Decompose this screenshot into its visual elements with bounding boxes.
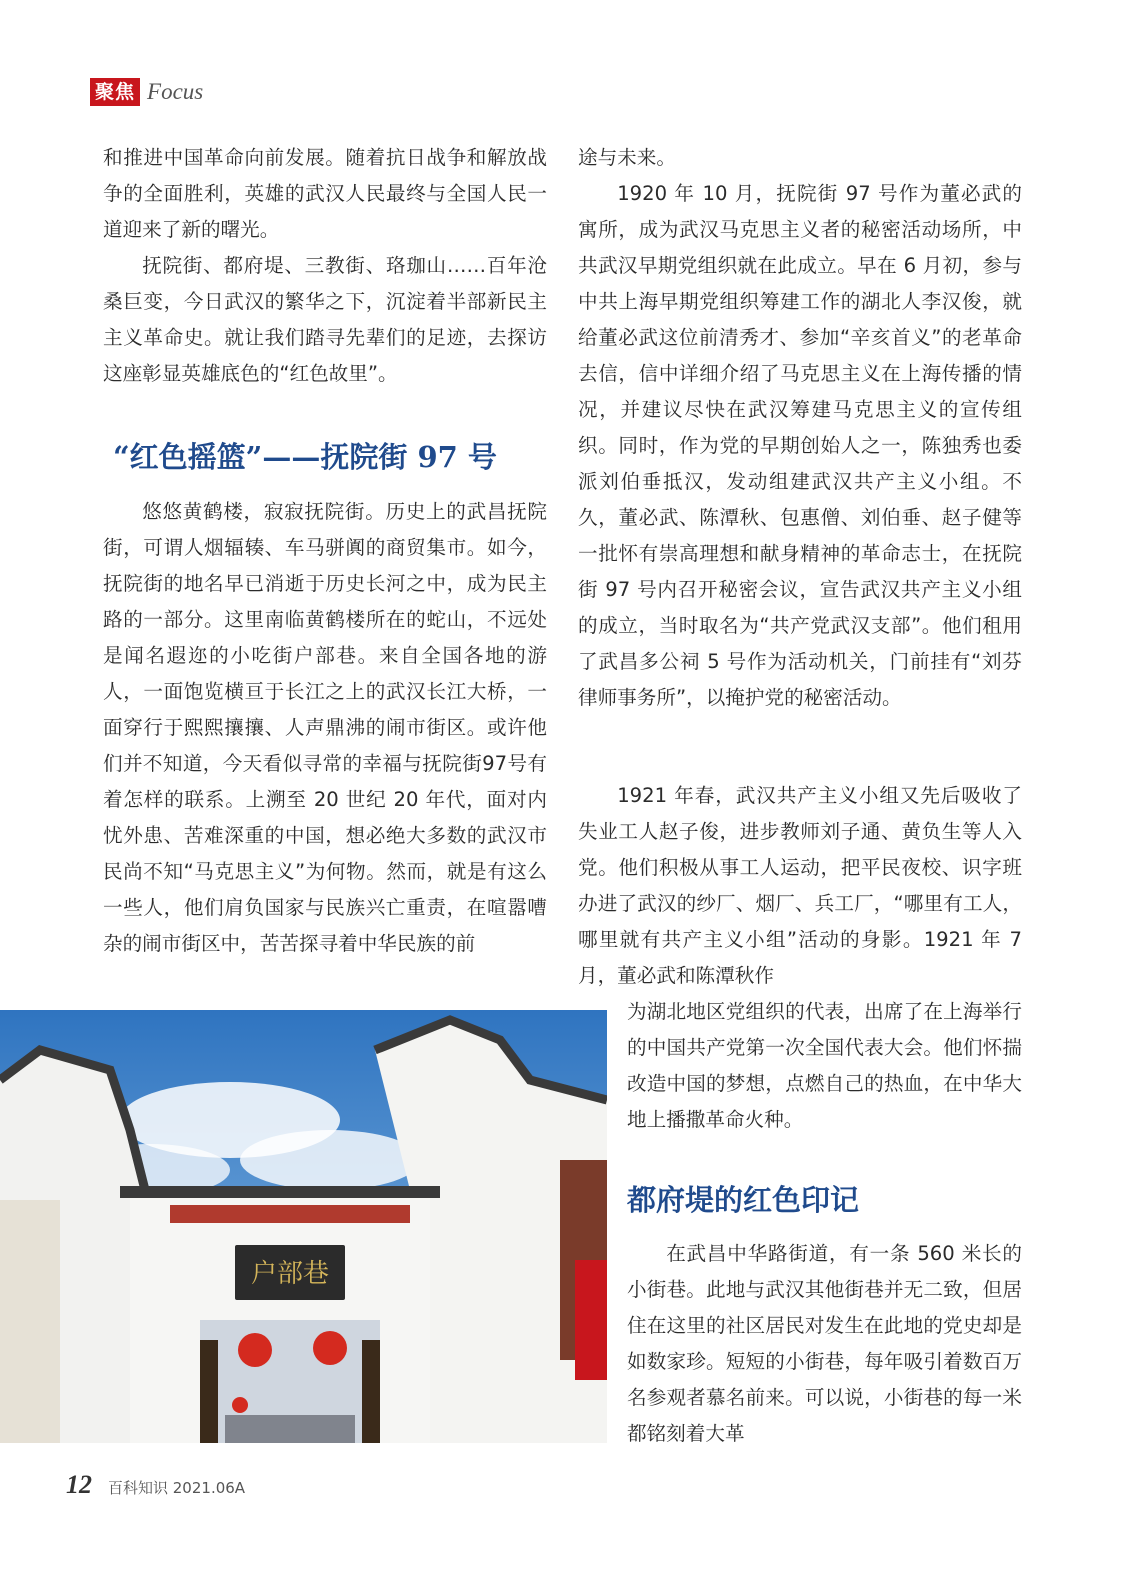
right-shop-sign bbox=[575, 1260, 607, 1380]
section-heading-dufudi: 都府堤的红色印记 bbox=[627, 1183, 860, 1217]
red-lantern-small bbox=[232, 1397, 248, 1413]
paragraph-intro-places: 抚院街、都府堤、三教街、珞珈山……百年沧桑巨变，今日武汉的繁华之下，沉淀着半部新民主主义革命史。就让我们踏寻先辈们的足迹，去探访这座彰显英雄底色的“红色故里”。 bbox=[103, 254, 547, 385]
couplet-right bbox=[362, 1340, 380, 1443]
paragraph-1920: 1920 年 10 月，抚院街 97 号作为董必武的寓所，成为武汉马克思主义者的秘密活动场所，中共武汉早期党组织就在此成立。早在 6 月初，参与中共上海早期党组织筹建工作的湖北人李汉俊，就给董必武这位前清秀才、参加“辛亥首义”的老革命去信，信中详细介绍了马克思主义在上海传播的情况，并建议尽快在武汉筹建马克思主义的宣传组织。同时，作为党的早期创始人之一，陈独秀也委派刘伯垂抵汉，发动组建武汉共产主义小组。不久，董必武、陈潭秋、包惠僧、刘伯垂、赵子健等一批怀有崇高理想和献身精神的革命志士，在抚院街 97 号内召开秘密会议，宣告武汉共产主义小组的成立，当时取名为“共产党武汉支部”。他们租用了武昌多公祠 5 号作为活动机关，门前挂有“刘芬律师事务所”，以掩护党的秘密活动。 bbox=[578, 182, 1022, 709]
red-lantern-right bbox=[313, 1331, 347, 1365]
section-header bbox=[90, 78, 203, 106]
paragraph-1921-wrap: 为湖北地区党组织的代表，出席了在上海举行的中国共产党第一次全国代表大会。他们怀揣改造中国的梦想，点燃自己的热血，在中华大地上播撒革命火种。 bbox=[627, 1000, 1022, 1131]
section-tag: 聚焦 bbox=[90, 78, 140, 106]
page-footer bbox=[66, 1470, 245, 1500]
hubu-alley-photo bbox=[0, 1010, 607, 1443]
paragraph-dufudi: 在武昌中华路街道，有一条 560 米长的小街巷。此地与武汉其他街巷并无二致，但居住在这里的社区居民对发生在此地的党史却是如数家珍。短短的小街巷，每年吸引着数百万名参观者慕名前来。可以说，小街巷的每一米都铭刻着大革 bbox=[627, 1242, 1022, 1445]
paragraph-fuyuanjie-history: 悠悠黄鹤楼，寂寂抚院街。历史上的武昌抚院街，可谓人烟辐辏、车马骈阗的商贸集市。如今，抚院街的地名早已消逝于历史长河之中，成为民主路的一部分。这里南临黄鹤楼所在的蛇山，不远处是闻名遐迩的小吃街户部巷。来自全国各地的游人，一面饱览横亘于长江之上的武汉长江大桥，一面穿行于熙熙攘攘、人声鼎沸的闹市街区。或许他们并不知道，今天看似寻常的幸福与抚院街97号有着怎样的联系。上溯至 20 世纪 20 年代，面对内忧外患、苦难深重的中国，想必绝大多数的武汉市民尚不知“马克思主义”为何物。然而，就是有这么一些人，他们肩负国家与民族兴亡重责，在喧嚣嘈杂的闹市街区中，苦苦探寻着中华民族的前 bbox=[103, 500, 547, 955]
plaque-text: 户部巷 bbox=[250, 1259, 330, 1289]
section-english-label: Focus bbox=[147, 79, 204, 104]
cloud bbox=[240, 1130, 420, 1190]
paragraph-1921: 1921 年春，武汉共产主义小组又先后吸收了失业工人赵子俊，进步教师刘子通、黄负生等人入党。他们积极从事工人运动，把平民夜校、识字班办进了武汉的纱厂、烟厂、兵工厂，“哪里有工人，哪里就有共产主义小组”活动的身影。1921 年 7 月，董必武和陈潭秋作 bbox=[578, 784, 1022, 987]
paragraph-intro-end: 和推进中国革命向前发展。随着抗日战争和解放战争的全面胜利，英雄的武汉人民最终与全国人民一道迎来了新的曙光。 bbox=[103, 146, 547, 241]
crowd bbox=[225, 1415, 355, 1443]
paragraph-continuation: 途与未来。 bbox=[578, 146, 676, 169]
hubu-alley-illustration bbox=[0, 1010, 607, 1443]
couplet-left bbox=[200, 1340, 218, 1443]
red-lantern-left bbox=[238, 1333, 272, 1367]
journal-info: 百科知识 2021.06A bbox=[108, 1479, 246, 1497]
gate-red-beam bbox=[170, 1205, 410, 1223]
section-heading-fuyuanjie: “红色摇篮”——抚院街 97 号 bbox=[113, 440, 497, 474]
left-building bbox=[0, 1200, 60, 1443]
page-number: 12 bbox=[66, 1470, 92, 1499]
